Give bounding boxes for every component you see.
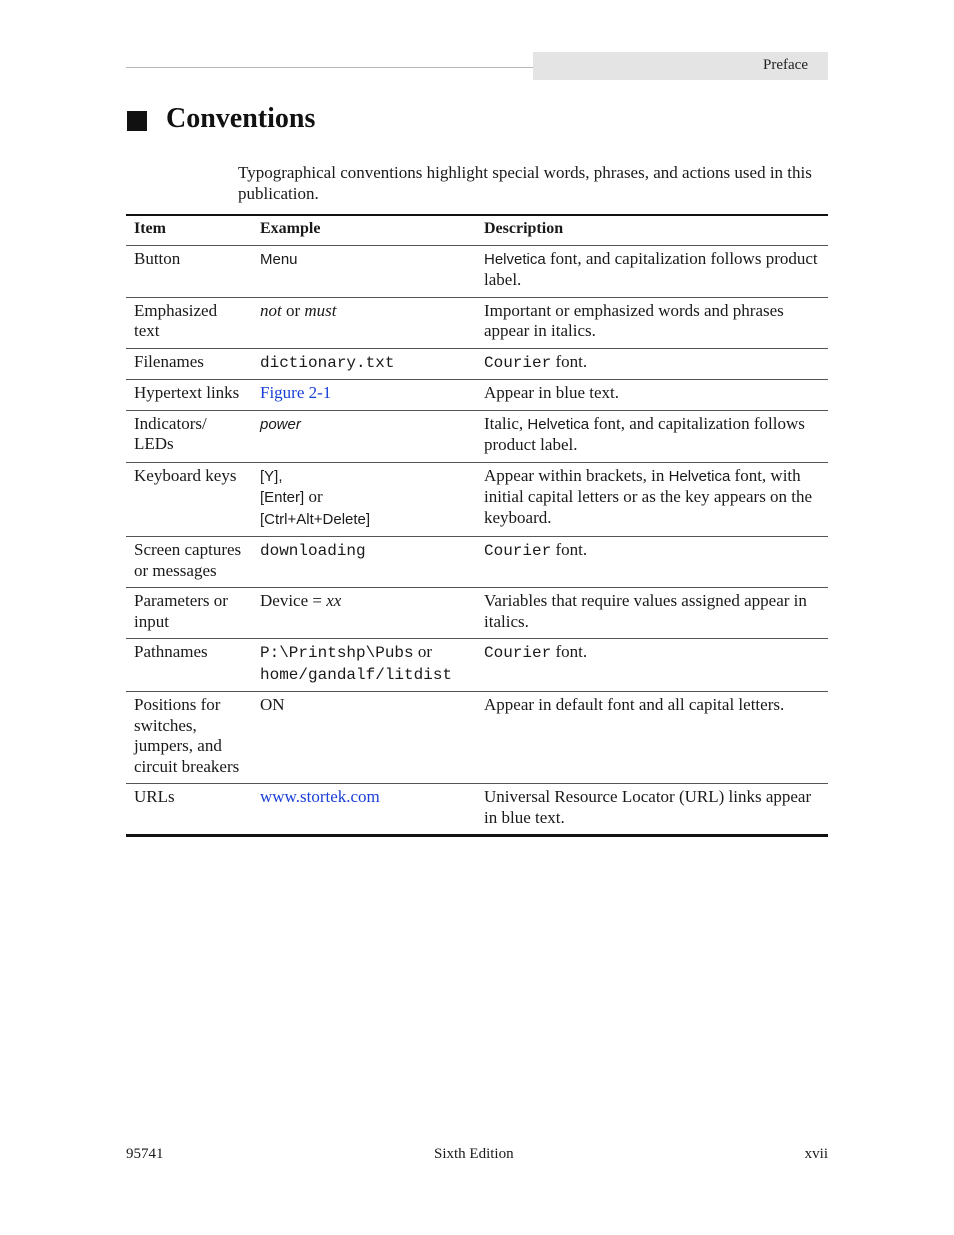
- example-cell: [252, 639, 476, 692]
- example-text: or: [413, 642, 433, 661]
- item-cell: URLs: [134, 787, 175, 806]
- description-cell: [476, 245, 828, 297]
- description-font-name: Helvetica: [668, 467, 731, 485]
- example-cell: [252, 245, 476, 297]
- table-row: [126, 784, 828, 836]
- conventions-table: [126, 214, 828, 837]
- description-font-name: Courier: [484, 644, 552, 662]
- description-font-name: Helvetica: [484, 250, 546, 268]
- example-text: or: [304, 487, 323, 506]
- table-row: [126, 297, 828, 348]
- item-cell: Hypertext links: [126, 380, 252, 411]
- table-row: [126, 348, 828, 380]
- table-row: [126, 462, 828, 537]
- item-cell: Positions for switches, jumpers, and circuit breakers: [126, 692, 252, 784]
- table-row: [126, 588, 828, 639]
- table-row: [126, 245, 828, 297]
- example-path-text: home/gandalf/litdist: [260, 665, 453, 684]
- description-cell: Variables that require values assigned appear in italics.: [476, 588, 828, 639]
- description-cell: [476, 537, 828, 588]
- description-font-name: Courier: [484, 542, 552, 560]
- item-cell: Indicators/ LEDs: [126, 410, 252, 462]
- example-text: Menu: [260, 250, 298, 268]
- item-cell: Keyboard keys: [126, 462, 252, 537]
- example-italic-text: not: [260, 300, 282, 320]
- description-text: font, with initial capital letters or as the key appears on the keyboard.: [484, 465, 813, 527]
- table-row: [126, 410, 828, 462]
- description-cell: Appear in blue text.: [476, 380, 828, 411]
- item-cell: Parameters or input: [126, 588, 252, 639]
- description-cell: [476, 348, 828, 380]
- item-cell: Screen captures or messages: [126, 537, 252, 588]
- item-cell: Pathnames: [126, 639, 252, 692]
- example-key-text: [Enter]: [260, 489, 305, 506]
- column-header-example: Example: [252, 215, 476, 245]
- description-cell: Important or emphasized words and phrases appear in italics.: [476, 297, 828, 348]
- example-text: or: [281, 300, 305, 320]
- example-cell: [252, 588, 476, 639]
- example-italic-text: must: [304, 300, 337, 320]
- description-cell: [476, 410, 828, 462]
- url-link[interactable]: www.stortek.com: [260, 787, 380, 806]
- example-cell: [252, 462, 476, 537]
- page-title: Conventions: [166, 103, 316, 134]
- example-cell: [252, 297, 476, 348]
- table-row: [126, 692, 828, 784]
- description-text: font, and capitalization follows product label.: [484, 248, 818, 289]
- intro-paragraph: Typographical conventions highlight special words, phrases, and actions used in this publication.: [238, 163, 812, 203]
- example-cell: [252, 784, 476, 836]
- example-key-text: [Y],: [260, 467, 283, 485]
- item-cell: Emphasized text: [126, 297, 252, 348]
- description-text: font, and capitalization follows product label.: [484, 413, 805, 454]
- header-section-label: Preface: [763, 57, 808, 73]
- item-cell: Filenames: [126, 348, 252, 380]
- footer-doc-number: 95741: [126, 1146, 164, 1162]
- example-cell: [252, 537, 476, 588]
- example-cell: ON: [252, 692, 476, 784]
- example-italic-text: xx: [326, 591, 342, 610]
- example-cell: [252, 410, 476, 462]
- example-path-text: P:\Printshp\Pubs: [260, 644, 414, 662]
- table-row: [126, 537, 828, 588]
- description-cell: [476, 462, 828, 537]
- header-section-tab: [533, 52, 828, 80]
- footer-page-number: xvii: [804, 1146, 828, 1162]
- figure-link[interactable]: Figure 2-1: [260, 383, 332, 402]
- example-cell: [252, 380, 476, 411]
- description-cell: Appear in default font and all capital letters.: [476, 692, 828, 784]
- table-row: [126, 380, 828, 411]
- description-text: font.: [551, 351, 588, 371]
- header-rule: [126, 67, 534, 68]
- description-font-name: Courier: [484, 353, 552, 372]
- example-text: Device =: [260, 591, 327, 610]
- description-text: font.: [551, 642, 588, 661]
- example-key-text: [Ctrl+Alt+Delete]: [260, 510, 371, 528]
- column-header-item: Item: [126, 215, 252, 245]
- description-text: Appear within brackets, in: [484, 465, 669, 485]
- description-text: font.: [551, 540, 588, 559]
- item-cell: Button: [126, 245, 252, 297]
- description-font-name: Helvetica: [527, 415, 590, 433]
- example-text: power: [260, 415, 301, 433]
- example-cell: [252, 348, 476, 380]
- square-bullet-icon: [127, 111, 147, 131]
- table-row: [126, 639, 828, 692]
- column-header-description: Description: [476, 215, 828, 245]
- table-header-row: [126, 215, 828, 245]
- description-cell: [476, 639, 828, 692]
- description-cell: Universal Resource Locator (URL) links appear in blue text.: [484, 787, 812, 827]
- example-text: downloading: [260, 542, 366, 560]
- description-text: Italic,: [484, 413, 528, 433]
- example-text: dictionary.txt: [260, 353, 395, 372]
- footer-edition: Sixth Edition: [434, 1146, 514, 1162]
